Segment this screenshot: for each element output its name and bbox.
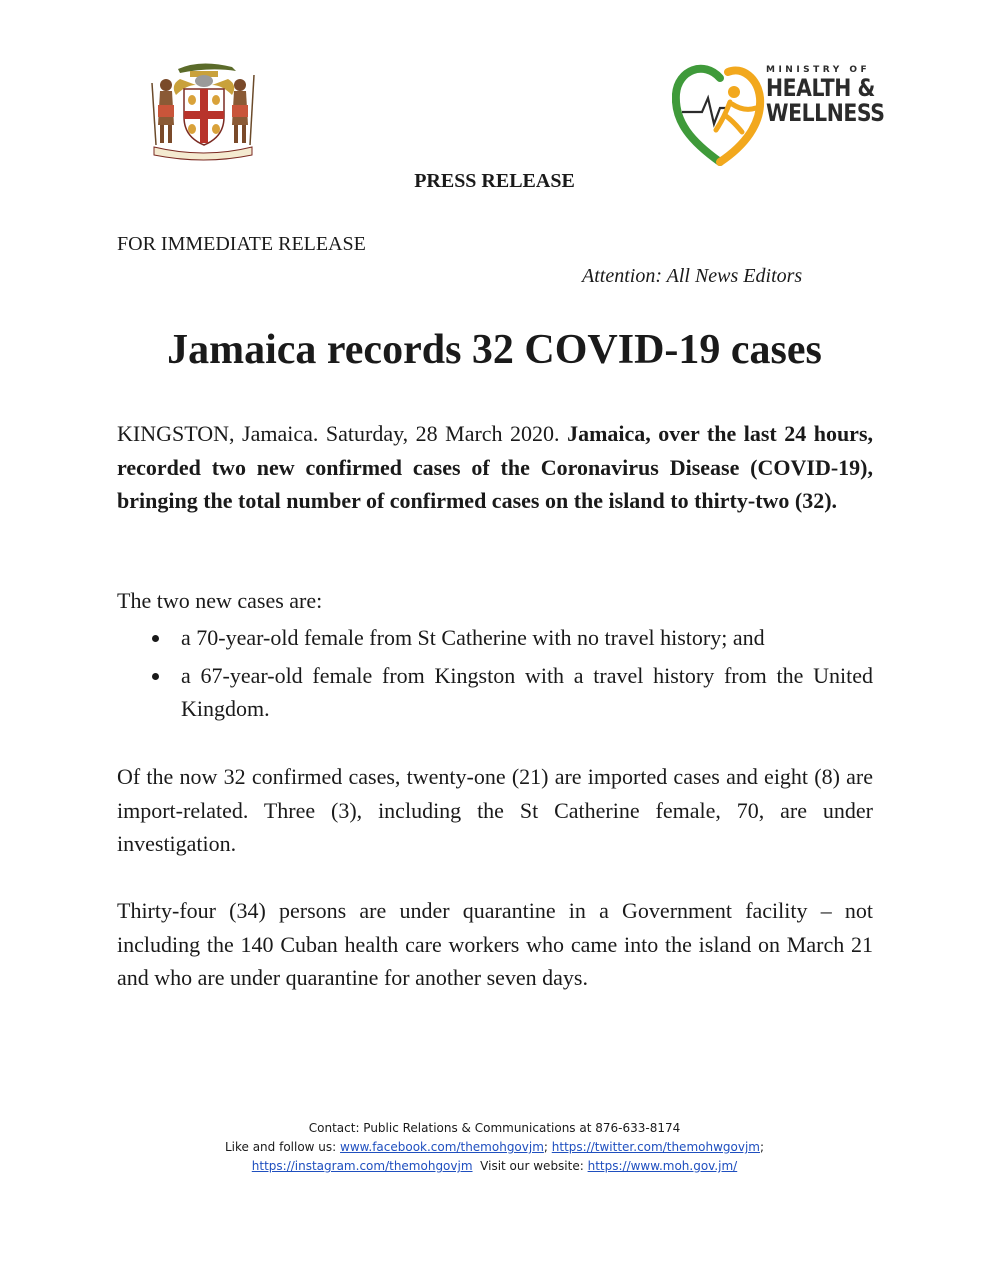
facebook-link[interactable]: www.facebook.com/themohgovjm	[340, 1140, 544, 1154]
separator: ;	[543, 1140, 552, 1154]
cases-intro: The two new cases are:	[117, 588, 323, 613]
contact-line: Contact: Public Relations & Communications at 876-633-8174	[308, 1121, 681, 1135]
case-breakdown-paragraph: Of the now 32 confirmed cases, twenty-one (21) are imported cases and eight (8) are import-related. Three (3), including the St Catherine female, 70, are under investigation.	[117, 764, 873, 856]
list-item	[149, 659, 873, 726]
heart-heartbeat-icon	[672, 58, 772, 170]
website-link[interactable]: https://www.moh.gov.jm/	[587, 1159, 738, 1173]
ministry-name	[766, 64, 905, 126]
lead-summary: Jamaica, over the last 24 hours, recorded two new confirmed cases of the Coronavirus Disease (COVID-19), bringing the total number of confirmed cases on the island to thirty-two (32).	[117, 421, 873, 513]
separator: ;	[759, 1140, 765, 1154]
footer-contact	[0, 1119, 989, 1176]
website-line	[0, 1157, 989, 1176]
page-title: Jamaica records 32 COVID-19 cases	[167, 327, 822, 373]
follow-label: Like and follow us:	[224, 1140, 341, 1154]
bullet-icon	[152, 635, 159, 642]
press-release-heading: PRESS RELEASE	[414, 170, 575, 192]
dateline: KINGSTON, Jamaica. Saturday, 28 March 2020.	[117, 421, 568, 446]
website-label: Visit our website:	[472, 1159, 588, 1173]
bullet-icon	[152, 673, 159, 680]
health-label: HEALTH &	[766, 74, 875, 102]
new-cases-list	[149, 621, 873, 730]
lead-paragraph	[117, 417, 873, 518]
ministry-of-label: MINISTRY OF	[766, 65, 871, 75]
instagram-link[interactable]: https://instagram.com/themohgovjm	[251, 1159, 473, 1173]
social-line	[0, 1138, 989, 1157]
case-description: a 67-year-old female from Kingston with a travel history from the United Kingdom.	[181, 662, 873, 721]
ministry-of-health-wellness-logo	[672, 58, 885, 170]
wellness-label: WELLNESS	[766, 99, 885, 127]
attention-line: Attention: All News Editors	[582, 265, 803, 287]
immediate-release-label: FOR IMMEDIATE RELEASE	[117, 233, 366, 255]
jamaica-coat-of-arms-logo	[140, 55, 265, 165]
case-description: a 70-year-old female from St Catherine with no travel history; and	[181, 625, 765, 650]
quarantine-paragraph: Thirty-four (34) persons are under quarantine in a Government facility – not including the 140 Cuban health care workers who came into the island on March 21 and who are under quarantine for another seven days.	[117, 898, 873, 990]
list-item	[149, 621, 873, 655]
twitter-link[interactable]: https://twitter.com/themohwgovjm	[551, 1140, 760, 1154]
